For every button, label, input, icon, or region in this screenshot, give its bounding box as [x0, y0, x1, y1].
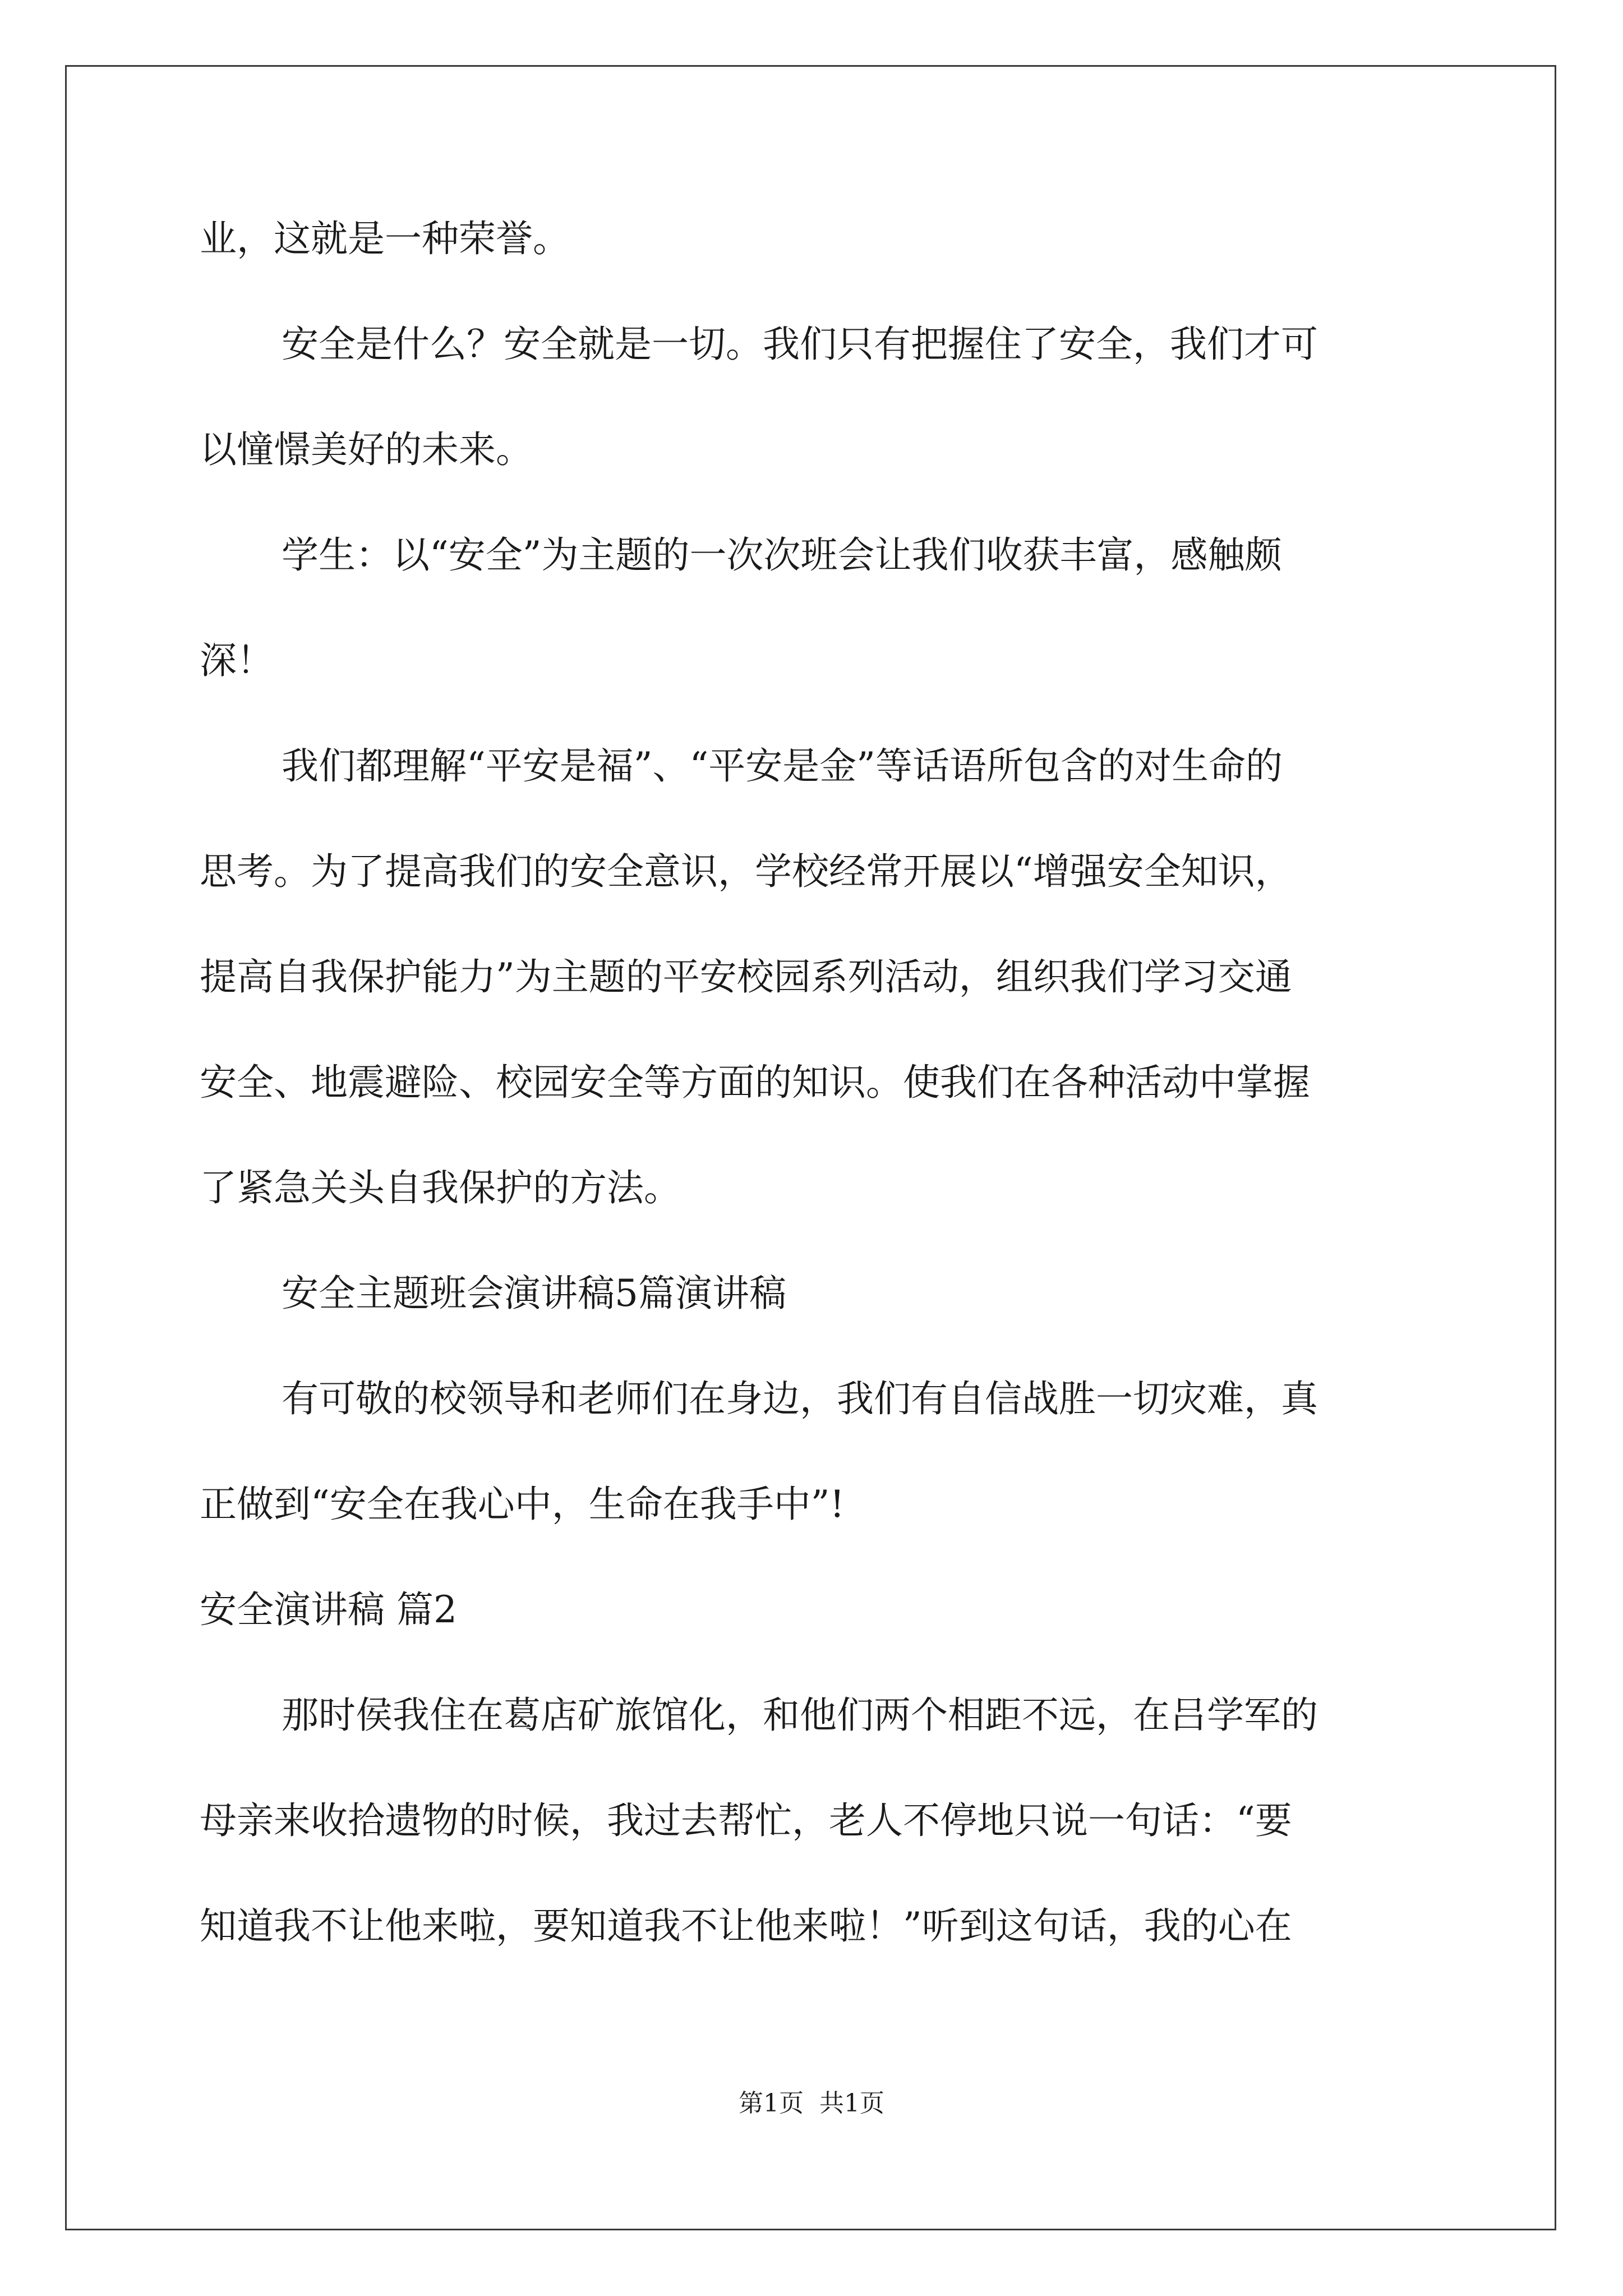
section-heading: 安全演讲稿 篇2 — [200, 1588, 457, 1631]
paragraph-line: 安全主题班会演讲稿5篇演讲稿 — [282, 1272, 786, 1315]
paragraph-line: 有可敬的校领导和老师们在身边，我们有自信战胜一切灾难，真 — [282, 1377, 1318, 1420]
paragraph-line: 母亲来收拾遗物的时候，我过去帮忙，老人不停地只说一句话：“要 — [200, 1799, 1292, 1842]
paragraph-line: 学生：以“安全”为主题的一次次班会让我们收获丰富，感触颇 — [282, 533, 1282, 577]
page-total: 共1页 — [819, 2089, 884, 2118]
paragraph-line: 深！ — [200, 639, 274, 682]
paragraph-line: 知道我不让他来啦，要知道我不让他来啦！”听到这句话，我的心在 — [200, 1904, 1292, 1948]
paragraph-line: 思考。为了提高我们的安全意识，学校经常开展以“增强安全知识， — [200, 850, 1292, 893]
paragraph-line: 那时侯我住在葛店矿旅馆化，和他们两个相距不远，在吕学军的 — [282, 1694, 1318, 1737]
paragraph-line: 正做到“安全在我心中，生命在我手中”! — [200, 1483, 845, 1526]
page-footer — [0, 2087, 1623, 2120]
paragraph-line: 了紧急关头自我保护的方法。 — [200, 1166, 681, 1209]
page-number: 第1页 — [739, 2089, 804, 2118]
paragraph-line: 业，这就是一种荣誉。 — [200, 217, 570, 260]
paragraph-line: 以憧憬美好的未来。 — [200, 428, 533, 471]
paragraph-line: 我们都理解“平安是福”、“平安是金”等话语所包含的对生命的 — [282, 744, 1283, 788]
paragraph-line: 安全、地震避险、校园安全等方面的知识。使我们在各种活动中掌握 — [200, 1061, 1310, 1104]
paragraph-line: 提高自我保护能力”为主题的平安校园系列活动，组织我们学习交通 — [200, 955, 1292, 999]
paragraph-line: 安全是什么？安全就是一切。我们只有把握住了安全，我们才可 — [282, 323, 1318, 366]
